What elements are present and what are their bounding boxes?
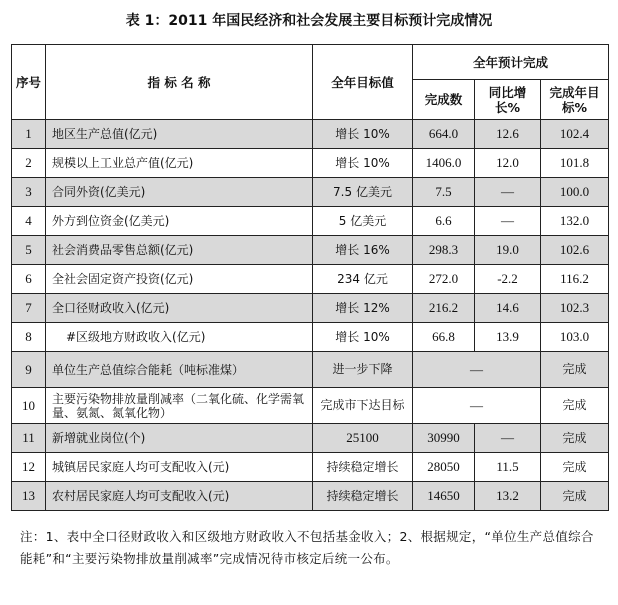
row-growth: — [475,178,541,207]
row-growth: 19.0 [475,236,541,265]
header-seq: 序号 [12,45,46,120]
row-done: 664.0 [413,120,475,149]
table-row [12,178,609,207]
row-name: 地区生产总值(亿元) [46,120,313,149]
row-name: 全口径财政收入(亿元) [46,294,313,323]
row-growth: 13.2 [475,482,541,511]
table-footnote: 注：1、表中全口径财政收入和区级地方财政收入不包括基金收入；2、根据规定，“单位生产总值综合能耗”和“主要污染物排放量削减率”完成情况待市核定后统一公布。 [20,529,594,566]
table-row [12,265,609,294]
row-pct: 完成 [541,453,609,482]
row-target: 25100 [313,424,413,453]
row-no: 11 [12,424,46,453]
row-growth: 12.6 [475,120,541,149]
table-title: 表 1：2011 年国民经济和社会发展主要目标预计完成情况 [125,13,493,29]
row-done: 7.5 [413,178,475,207]
row-pct: 完成 [541,352,609,388]
header-completed: 完成数 [413,80,475,120]
header-completion-pct: 完成年目标% [541,80,609,120]
row-no: 4 [12,207,46,236]
row-no: 1 [12,120,46,149]
row-pct: 102.6 [541,236,609,265]
row-done: 298.3 [413,236,475,265]
row-no: 7 [12,294,46,323]
header-indicator: 指 标 名 称 [46,45,313,120]
row-name: 规模以上工业总产值(亿元) [46,149,313,178]
row-target: 增长 16% [313,236,413,265]
table-row [12,388,609,424]
row-pct: 101.8 [541,149,609,178]
row-name: 农村居民家庭人均可支配收入(元) [46,482,313,511]
row-name: #区级地方财政收入(亿元) [46,323,313,352]
row-growth: — [475,424,541,453]
row-pct: 102.3 [541,294,609,323]
row-name: 新增就业岗位(个) [46,424,313,453]
row-target: 增长 12% [313,294,413,323]
row-pct: 103.0 [541,323,609,352]
header-yoy-growth: 同比增长% [475,80,541,120]
table-row [12,294,609,323]
row-done: 66.8 [413,323,475,352]
row-name: 主要污染物排放量削减率（二氧化硫、化学需氧量、氨氮、氮氧化物） [46,388,313,424]
table-row [12,236,609,265]
row-no: 12 [12,453,46,482]
row-growth: 12.0 [475,149,541,178]
row-done: 14650 [413,482,475,511]
table-row [12,424,609,453]
row-growth: 11.5 [475,453,541,482]
table-row [12,352,609,388]
row-no: 8 [12,323,46,352]
row-target: 完成市下达目标 [313,388,413,424]
row-no: 9 [12,352,46,388]
row-growth: — [475,207,541,236]
row-no: 3 [12,178,46,207]
row-no: 10 [12,388,46,424]
table-row [12,323,609,352]
row-name: 社会消费品零售总额(亿元) [46,236,313,265]
row-merged: — [413,388,541,424]
row-name: 全社会固定资产投资(亿元) [46,265,313,294]
row-name: 单位生产总值综合能耗（吨标准煤） [46,352,313,388]
row-target: 进一步下降 [313,352,413,388]
row-pct: 102.4 [541,120,609,149]
row-merged: — [413,352,541,388]
row-done: 216.2 [413,294,475,323]
row-target: 增长 10% [313,149,413,178]
row-target: 持续稳定增长 [313,453,413,482]
row-no: 5 [12,236,46,265]
row-no: 2 [12,149,46,178]
table-row [12,120,609,149]
row-growth: 14.6 [475,294,541,323]
header-annual-target: 全年目标值 [313,45,413,120]
row-target: 234 亿元 [313,265,413,294]
row-no: 13 [12,482,46,511]
row-growth: 13.9 [475,323,541,352]
row-target: 5 亿美元 [313,207,413,236]
row-name: 城镇居民家庭人均可支配收入(元) [46,453,313,482]
row-pct: 完成 [541,482,609,511]
table-row [12,207,609,236]
row-target: 7.5 亿美元 [313,178,413,207]
row-name: 外方到位资金(亿美元) [46,207,313,236]
row-target: 增长 10% [313,120,413,149]
row-pct: 完成 [541,388,609,424]
row-target: 持续稳定增长 [313,482,413,511]
row-pct: 116.2 [541,265,609,294]
row-done: 272.0 [413,265,475,294]
row-name: 合同外资(亿美元) [46,178,313,207]
row-pct: 100.0 [541,178,609,207]
header-row [12,45,609,80]
row-done: 28050 [413,453,475,482]
targets-table [11,44,609,511]
table-row [12,482,609,511]
table-row [12,149,609,178]
header-forecast-group: 全年预计完成 [413,45,609,80]
row-pct: 132.0 [541,207,609,236]
row-target: 增长 10% [313,323,413,352]
row-growth: -2.2 [475,265,541,294]
row-done: 30990 [413,424,475,453]
row-no: 6 [12,265,46,294]
table-row [12,453,609,482]
row-done: 1406.0 [413,149,475,178]
row-pct: 完成 [541,424,609,453]
row-done: 6.6 [413,207,475,236]
